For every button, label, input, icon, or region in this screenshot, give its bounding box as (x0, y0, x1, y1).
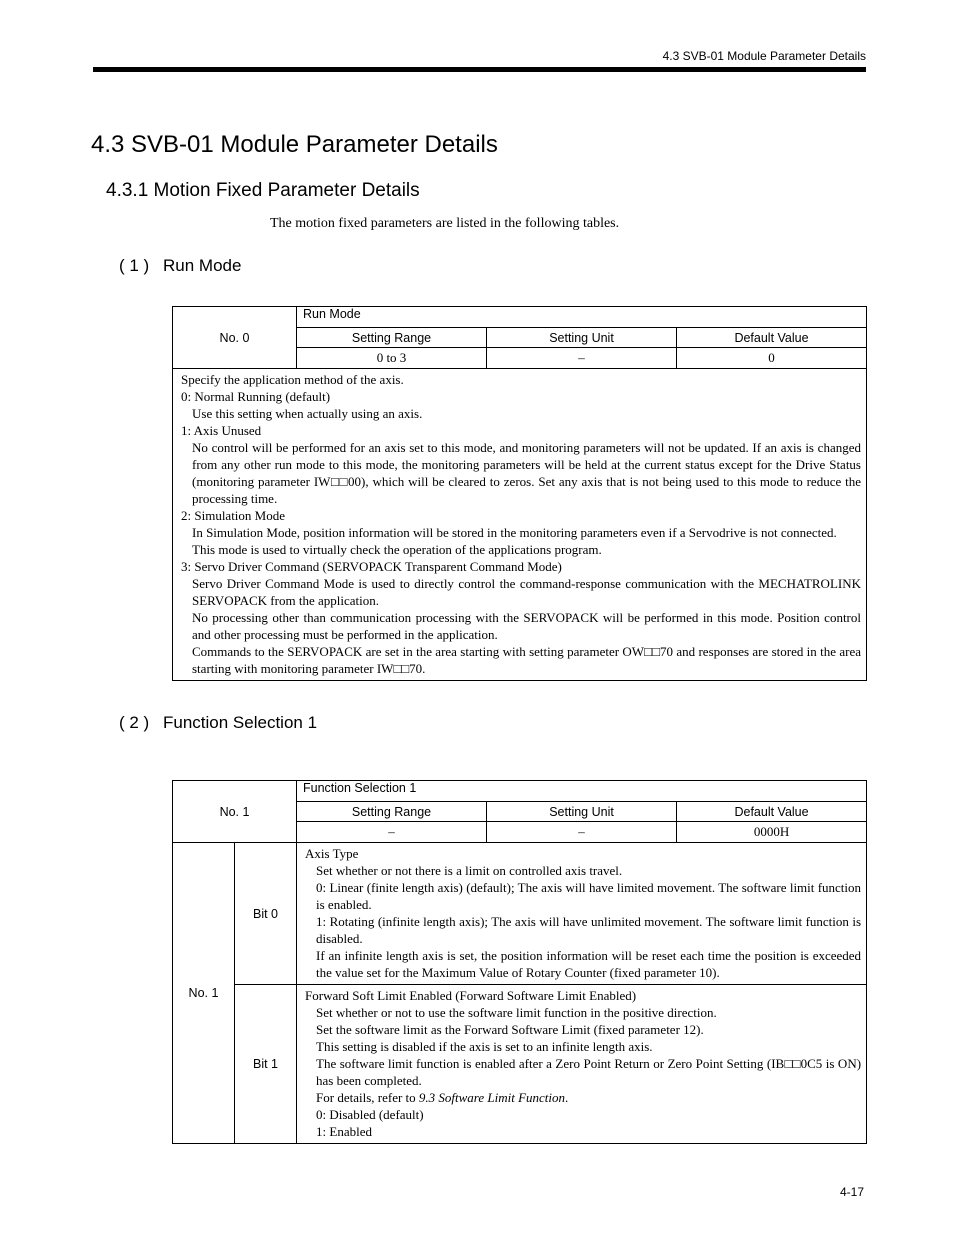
desc-line: The software limit function is enabled after a Zero Point Return or Zero Point Setting (IB□□0C5 is ON) has been completed. (316, 1056, 862, 1088)
setting-range-value: – (297, 822, 487, 843)
bit-0-label: Bit 0 (235, 843, 297, 985)
param-number: No. 1 (173, 781, 297, 843)
desc-line: Commands to the SERVOPACK are set in the area starting with setting parameter OW□□70 and responses are stored in the area starting with monitoring parameter IW□□70. (192, 644, 861, 676)
row-param-number: No. 1 (173, 843, 235, 1144)
heading-number: ( 2 ) (119, 713, 150, 732)
page-number: 4-17 (839, 1185, 864, 1199)
desc-line: 1: Axis Unused (181, 423, 262, 438)
intro-text: The motion fixed parameters are listed in the following tables. (270, 216, 620, 231)
run-mode-description (173, 369, 867, 681)
setting-unit-value: – (487, 348, 677, 369)
col-setting-range: Setting Range (297, 328, 487, 348)
desc-line: 3: Servo Driver Command (SERVOPACK Transparent Command Mode) (181, 559, 562, 574)
desc-line: This setting is disabled if the axis is set to an infinite length axis. (316, 1039, 653, 1054)
section-reference-link[interactable]: 9.3 Software Limit Function (418, 1090, 566, 1105)
param-number: No. 0 (173, 307, 297, 369)
subsection-title: 4.3.1 Motion Fixed Parameter Details (106, 180, 420, 201)
default-value: 0000H (677, 822, 867, 843)
section-title: 4.3 SVB-01 Module Parameter Details (91, 131, 498, 158)
heading-text: Run Mode (163, 256, 242, 275)
setting-range-value: 0 to 3 (297, 348, 487, 369)
ref-prefix: For details, refer to (316, 1090, 419, 1105)
col-setting-range: Setting Range (297, 802, 487, 822)
default-value: 0 (677, 348, 867, 369)
run-mode-heading (119, 256, 241, 276)
function-selection-table (172, 780, 867, 1144)
desc-line: Axis Type (305, 846, 359, 861)
desc-line: 0: Linear (finite length axis) (default); The axis will have limited movement. The software limit function is enabled. (316, 880, 862, 912)
param-name: Function Selection 1 (297, 781, 867, 802)
desc-line: Set whether or not to use the software limit function in the positive direction. (316, 1005, 717, 1020)
desc-line: 1: Enabled (316, 1124, 372, 1139)
desc-line: 1: Rotating (infinite length axis); The axis will have unlimited movement. The software limit function is disabled. (316, 914, 862, 946)
desc-line: 0: Disabled (default) (316, 1107, 424, 1122)
run-mode-table (172, 306, 867, 681)
desc-line: In Simulation Mode, position information will be stored in the monitoring parameters even if a Servodrive is not connected. (192, 525, 837, 540)
param-name: Run Mode (297, 307, 867, 328)
header-rule (93, 67, 866, 72)
desc-line: No control will be performed for an axis set to this mode, and monitoring parameters will not be updated. If an axis is changed from any other run mode to this mode, the monitoring parameters will be held at the current status except for the Drive Status (monitoring parameter IW□□00), which will be cleared to zeros. Set any axis that is not being used to this mode to reduce the processing time. (192, 440, 861, 506)
desc-line: 2: Simulation Mode (181, 508, 285, 523)
col-default-value: Default Value (677, 328, 867, 348)
desc-line: This mode is used to virtually check the operation of the applications program. (192, 542, 602, 557)
desc-line: Set whether or not there is a limit on controlled axis travel. (316, 863, 623, 878)
desc-line: If an infinite length axis is set, the position information will be reset each time the position is exceeded the value set for the Maximum Value of Rotary Counter (fixed parameter 10). (316, 948, 862, 980)
col-setting-unit: Setting Unit (487, 802, 677, 822)
col-setting-unit: Setting Unit (487, 328, 677, 348)
col-default-value: Default Value (677, 802, 867, 822)
setting-unit-value: – (487, 822, 677, 843)
function-selection-heading (119, 713, 317, 733)
desc-line (305, 1089, 861, 1106)
desc-line: No processing other than communication processing with the SERVOPACK will be performed in this mode. Position control and other processing must be performed in the application. (192, 610, 861, 642)
running-head: 4.3 SVB-01 Module Parameter Details (662, 49, 866, 63)
desc-line: Use this setting when actually using an axis. (192, 406, 423, 421)
bit-0-description (297, 843, 867, 985)
heading-text: Function Selection 1 (163, 713, 318, 732)
desc-line: Servo Driver Command Mode is used to directly control the command-response communication with the MECHATROLINK SERVOPACK from the application. (192, 576, 861, 608)
bit-1-label: Bit 1 (235, 985, 297, 1144)
ref-suffix: . (565, 1090, 569, 1105)
desc-line: Specify the application method of the axis. (181, 372, 404, 387)
desc-line: Forward Soft Limit Enabled (Forward Software Limit Enabled) (305, 988, 637, 1003)
desc-line: 0: Normal Running (default) (181, 389, 331, 404)
bit-1-description (297, 985, 867, 1144)
desc-line: Set the software limit as the Forward Software Limit (fixed parameter 12). (316, 1022, 704, 1037)
heading-number: ( 1 ) (119, 256, 150, 275)
